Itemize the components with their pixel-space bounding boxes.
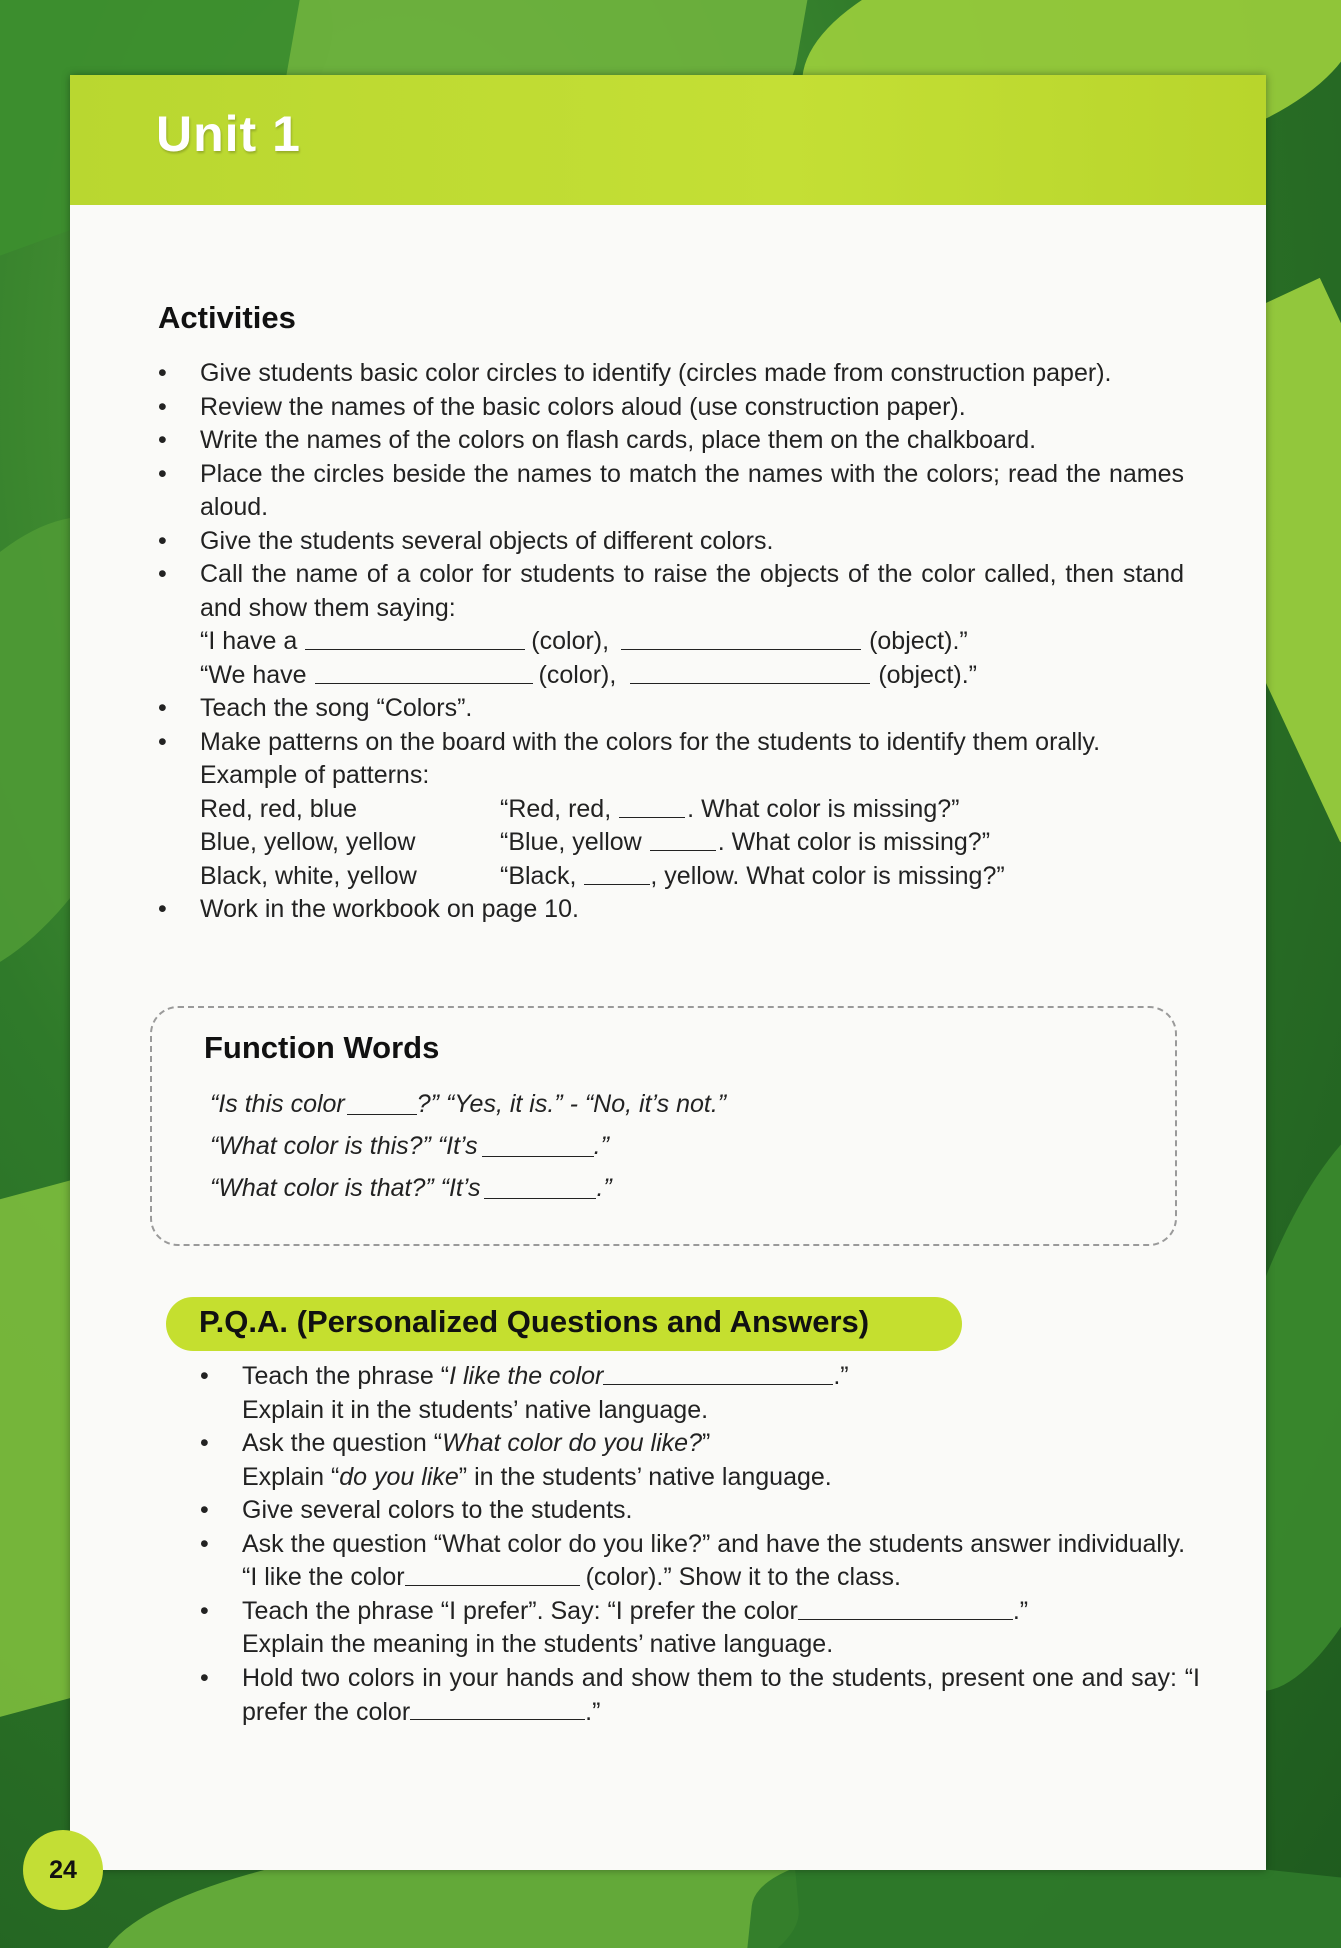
blank-line (410, 1695, 585, 1720)
saying-text: (color), (531, 627, 610, 655)
pattern-question: . What color is missing?” (717, 828, 991, 856)
blank-line (305, 625, 525, 650)
list-item: • Place the circles beside the names to match the names with the colors; read the names aloud. (158, 458, 1184, 525)
pqa-line (242, 1461, 1200, 1495)
pattern-question: “Blue, yellow (500, 828, 642, 856)
pqa-text: ” in the students’ native language. (458, 1462, 832, 1491)
list-item (200, 1427, 1200, 1494)
pqa-text: ” (701, 1429, 711, 1457)
patterns-label: Example of patterns: (200, 761, 430, 789)
pqa-text: (color).” Show it to the class. (585, 1563, 901, 1591)
pqa-line (242, 1561, 1200, 1595)
pattern-row (200, 826, 1184, 860)
blank-line (484, 1174, 596, 1199)
activities-title: Activities (158, 300, 296, 335)
pqa-text: Explain “ (242, 1462, 340, 1491)
pqa-line (242, 1595, 1200, 1629)
pqa-text: Explain the meaning in the students’ native language. (242, 1630, 834, 1658)
pqa-text: • Teach the phrase “I prefer”. Say: “I prefer the color (242, 1596, 798, 1625)
blank-line (619, 793, 685, 818)
pqa-text: • Ask the question “What color do you like?” and have the students answer individually. (242, 1529, 1186, 1558)
blank-line (630, 659, 870, 684)
blank-line (650, 826, 716, 851)
list-item: • Write the names of the colors on flash cards, place them on the chalkboard. (158, 424, 1184, 458)
pqa-text: .” (833, 1362, 849, 1390)
pqa-text: Ask the question “ (242, 1429, 443, 1457)
function-line (210, 1132, 609, 1161)
pqa-line (242, 1427, 1200, 1461)
function-text: “What color is this?” “It’s (210, 1132, 478, 1160)
function-text: “Is this color (210, 1090, 345, 1118)
blank-line (603, 1360, 833, 1385)
pqa-text: “I like the color (242, 1563, 405, 1591)
list-item: • Give the students several objects of different colors. (158, 525, 1184, 559)
pattern-example: Red, red, blue (200, 794, 358, 823)
saying-text: “We have (200, 660, 307, 689)
unit-title: Unit 1 (156, 106, 301, 162)
list-item (200, 1595, 1200, 1662)
page-card (70, 75, 1266, 1870)
function-words-title: Function Words (204, 1030, 440, 1065)
page-number: 24 (23, 1830, 103, 1910)
function-text: .” (596, 1174, 612, 1202)
list-item: • Review the names of the basic colors aloud (use construction paper). (158, 391, 1184, 425)
pattern-row (200, 860, 1184, 894)
blank-line (482, 1132, 594, 1157)
pqa-text: .” (1012, 1596, 1029, 1625)
pqa-phrase: I like the color (449, 1362, 604, 1390)
saying-line-2 (200, 659, 1184, 693)
pattern-question: “Red, red, (500, 794, 612, 823)
blank-line (315, 659, 533, 684)
pattern-example: Black, white, yellow (200, 861, 417, 890)
saying-text: (color), (538, 660, 617, 689)
pqa-phrase: do you like (339, 1462, 459, 1491)
pqa-line (242, 1360, 1200, 1394)
blank-line (621, 625, 861, 650)
saying-intro: • Call the name of a color for students to raise the objects of the color called, then stand and show them saying: (200, 560, 1184, 622)
pqa-phrase: What color do you like? (442, 1429, 702, 1457)
blank-line (405, 1561, 580, 1586)
list-item (200, 1360, 1200, 1427)
function-text: “What color is that?” “It’s (210, 1174, 481, 1202)
pattern-question: , yellow. What color is missing?” (650, 861, 1005, 890)
pattern-example: Blue, yellow, yellow (200, 828, 416, 856)
pqa-text: .” (585, 1698, 601, 1726)
pqa-text: Explain it in the students’ native language. (242, 1395, 709, 1424)
function-line (210, 1174, 612, 1203)
pqa-list (200, 1360, 1200, 1730)
function-text: .” (593, 1132, 609, 1160)
pqa-text: • Teach the phrase “ (242, 1362, 450, 1390)
saying-text: (object).” (869, 627, 968, 655)
unit-header (70, 75, 1266, 205)
list-item (200, 1528, 1200, 1595)
saying-line-1 (200, 625, 1184, 659)
pqa-title: P.Q.A. (Personalized Questions and Answers) (199, 1304, 870, 1339)
blank-line (347, 1090, 417, 1115)
function-words-box (150, 1006, 1177, 1246)
saying-text: “I have a (200, 627, 298, 655)
list-item: • Work in the workbook on page 10. (158, 893, 1184, 927)
list-item (200, 1662, 1200, 1730)
list-item: • Teach the song “Colors”. (158, 692, 1184, 726)
patterns-intro: • Make patterns on the board with the colors for the students to identify them orally. (200, 727, 1101, 756)
list-item: • Give students basic color circles to identify (circles made from construction paper). (158, 357, 1184, 391)
activities-list (158, 357, 1184, 927)
list-item (158, 726, 1184, 894)
function-text: ?” “Yes, it is.” - “No, it’s not.” (416, 1090, 727, 1118)
pattern-question: “Black, (500, 861, 577, 890)
pqa-text: Hold two colors in your hands and show them to the students, present one and say: “I prefer the color (242, 1663, 1200, 1726)
pattern-row (200, 793, 1184, 827)
blank-line (798, 1595, 1013, 1620)
function-line (210, 1090, 726, 1119)
list-item: • Give several colors to the students. (200, 1494, 1200, 1528)
saying-text: (object).” (878, 660, 977, 689)
pattern-question: . What color is missing?” (687, 794, 960, 823)
blank-line (584, 860, 650, 885)
list-item (158, 558, 1184, 692)
